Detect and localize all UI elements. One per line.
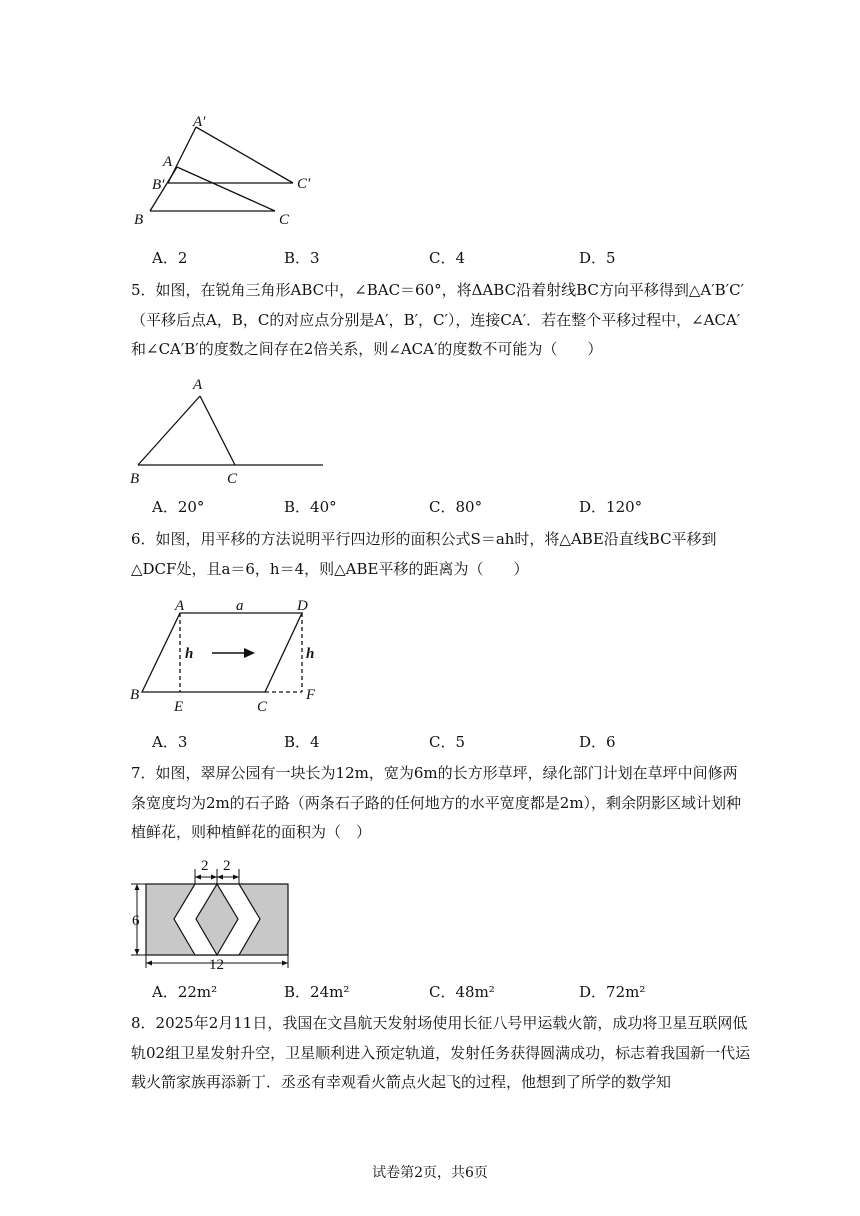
label-b: B [130,471,140,487]
label-length: 12 [209,957,224,973]
label-a: A [175,598,185,614]
label-e: E [174,699,184,715]
label-f: F [306,687,316,703]
q6-option-d[interactable]: D．6 [579,733,616,751]
q4-option-d[interactable]: D．5 [579,249,616,267]
label-h-left: h [185,646,194,662]
q6-options [152,731,752,755]
q5-figure [125,372,330,487]
q4-option-b[interactable]: B．3 [284,249,320,267]
q6-option-b[interactable]: B．4 [284,733,320,751]
label-c-prime: C′ [297,176,311,192]
q4-option-c[interactable]: C．4 [429,249,466,267]
q4-option-a[interactable]: A．2 [152,249,188,267]
page-footer: 试卷第2页，共6页 [372,1165,488,1181]
q7-option-c[interactable]: C．48m² [429,983,495,1001]
label-c: C [227,471,238,487]
label-side-a: a [236,598,244,614]
q7-option-a[interactable]: A．22m² [152,983,218,1001]
label-d: D [297,598,308,614]
label-a: A [163,154,173,170]
q5-option-d[interactable]: D．120° [579,498,643,516]
right-arrow-icon [212,648,255,658]
segment-b-a [138,396,200,465]
label-c: C [257,699,268,715]
q5-text: 5．如图，在锐角三角形ABC中，∠BAC＝60°，将ΔABC沿着射线BC方向平移得到△A′B′C′（平移后点A，B，C的对应点分别是A′，B′，C′），连接CA′．若在整个平移过程中，∠ACA′和∠CA′B′的度数之间存在2倍关系，则∠ACA′的度数不可能为（ ） [131,281,744,358]
q5-option-c[interactable]: C．80° [429,498,483,516]
q4-options [152,247,752,271]
label-b: B [130,687,140,703]
label-b-prime: B′ [152,177,165,193]
lawn-rect [146,884,288,955]
label-width-1: 2 [201,858,209,874]
label-h-right: h [306,646,315,662]
q7-figure [125,853,300,973]
q8-text: 8．2025年2月11日，我国在文昌航天发射场使用长征八号甲运载火箭，成功将卫星互联网低轨02组卫星发射升空，卫星顺利进入预定轨道，发射任务获得圆满成功，标志着我国新一代运载火箭家族再添新丁．丞丞有幸观看火箭点火起飞的过程，他想到了所学的数学知 [131,1014,751,1091]
q6-text: 6．如图，用平移的方法说明平行四边形的面积公式S＝ah时，将△ABE沿直线BC平移到△DCF处，且a＝6，h＝4，则△ABE平移的距离为（ ） [131,530,717,578]
label-width-2: 2 [223,858,231,874]
segment-bp-ap [168,127,196,183]
q6-option-a[interactable]: A．3 [152,733,188,751]
label-c: C [279,212,290,228]
label-a: A [193,377,203,393]
q7-text: 7．如图，翠屏公园有一块长为12m，宽为6m的长方形草坪，绿化部门计划在草坪中间修两条宽度均为2m的石子路（两条石子路的任何地方的水平宽度都是2m），剩余阴影区域计划种植鲜花，则种植鲜花的面积为（ ） [131,764,742,841]
q7-option-b[interactable]: B．24m² [284,983,350,1001]
q7-option-d[interactable]: D．72m² [579,983,646,1001]
q5-options [152,496,752,520]
q4-figure [125,110,335,235]
q6-figure [125,595,330,717]
label-b: B [134,212,144,228]
label-a-prime: A′ [193,114,206,130]
label-height: 6 [132,913,140,929]
q5-option-a[interactable]: A．20° [152,498,205,516]
q7-options [152,981,752,1005]
segment-a-c [177,167,275,211]
segment-ap-cp [196,127,293,183]
q5-option-b[interactable]: B．40° [284,498,337,516]
segment-a-c [200,396,235,465]
q6-option-c[interactable]: C．5 [429,733,466,751]
